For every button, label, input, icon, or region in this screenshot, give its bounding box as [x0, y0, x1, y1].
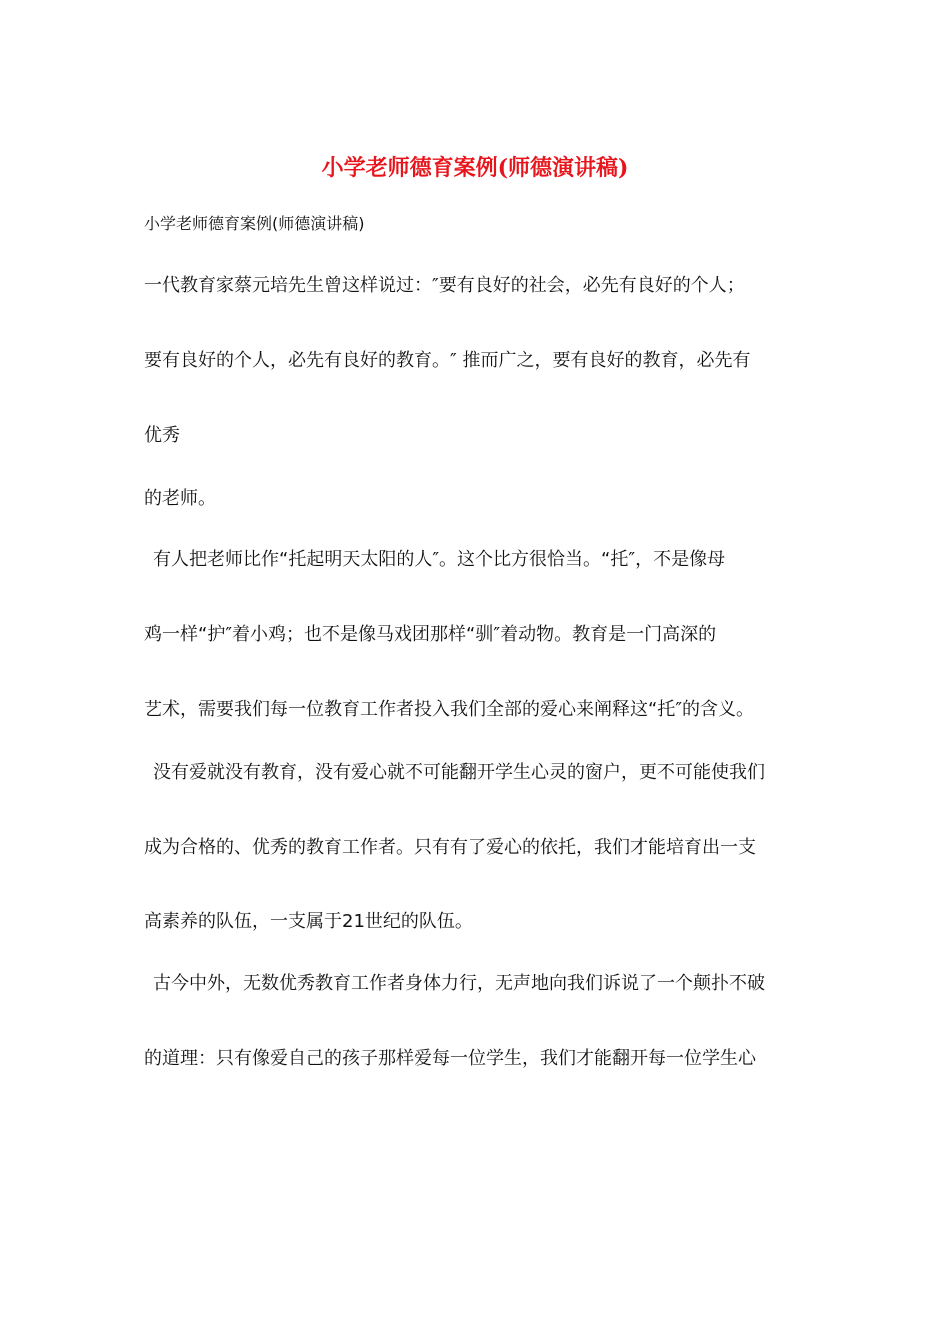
- document-title: 小学老师德育案例(师德演讲稿): [321, 155, 629, 181]
- document-subtitle: 小学老师德育案例(师德演讲稿): [144, 214, 365, 233]
- body-line: 的道理：只有像爱自己的孩子那样爱每一位学生，我们才能翻开每一位学生心: [144, 1048, 756, 1069]
- body-line: 高素养的队伍，一支属于21世纪的队伍。: [144, 911, 473, 932]
- body-line: 没有爱就没有教育，没有爱心就不可能翻开学生心灵的窗户，更不可能使我们: [153, 762, 765, 783]
- body-line: 一代教育家蔡元培先生曾这样说过：″要有良好的社会，必先有良好的个人；: [144, 275, 745, 296]
- body-line: 古今中外，无数优秀教育工作者身体力行，无声地向我们诉说了一个颠扑不破: [153, 973, 765, 994]
- body-line: 有人把老师比作“托起明天太阳的人″。这个比方很恰当。“托″，不是像母: [153, 549, 726, 570]
- body-line: 要有良好的个人，必先有良好的教育。″ 推而广之，要有良好的教育，必先有: [144, 350, 751, 371]
- body-line: 成为合格的、优秀的教育工作者。只有有了爱心的依托，我们才能培育出一支: [144, 837, 756, 858]
- body-line: 艺术，需要我们每一位教育工作者投入我们全部的爱心来阐释这“托″的含义。: [144, 699, 755, 720]
- body-line: 鸡一样“护″着小鸡；也不是像马戏团那样“驯″着动物。教育是一门高深的: [144, 624, 717, 645]
- body-line: 的老师。: [144, 488, 216, 509]
- body-line: 优秀: [144, 425, 180, 446]
